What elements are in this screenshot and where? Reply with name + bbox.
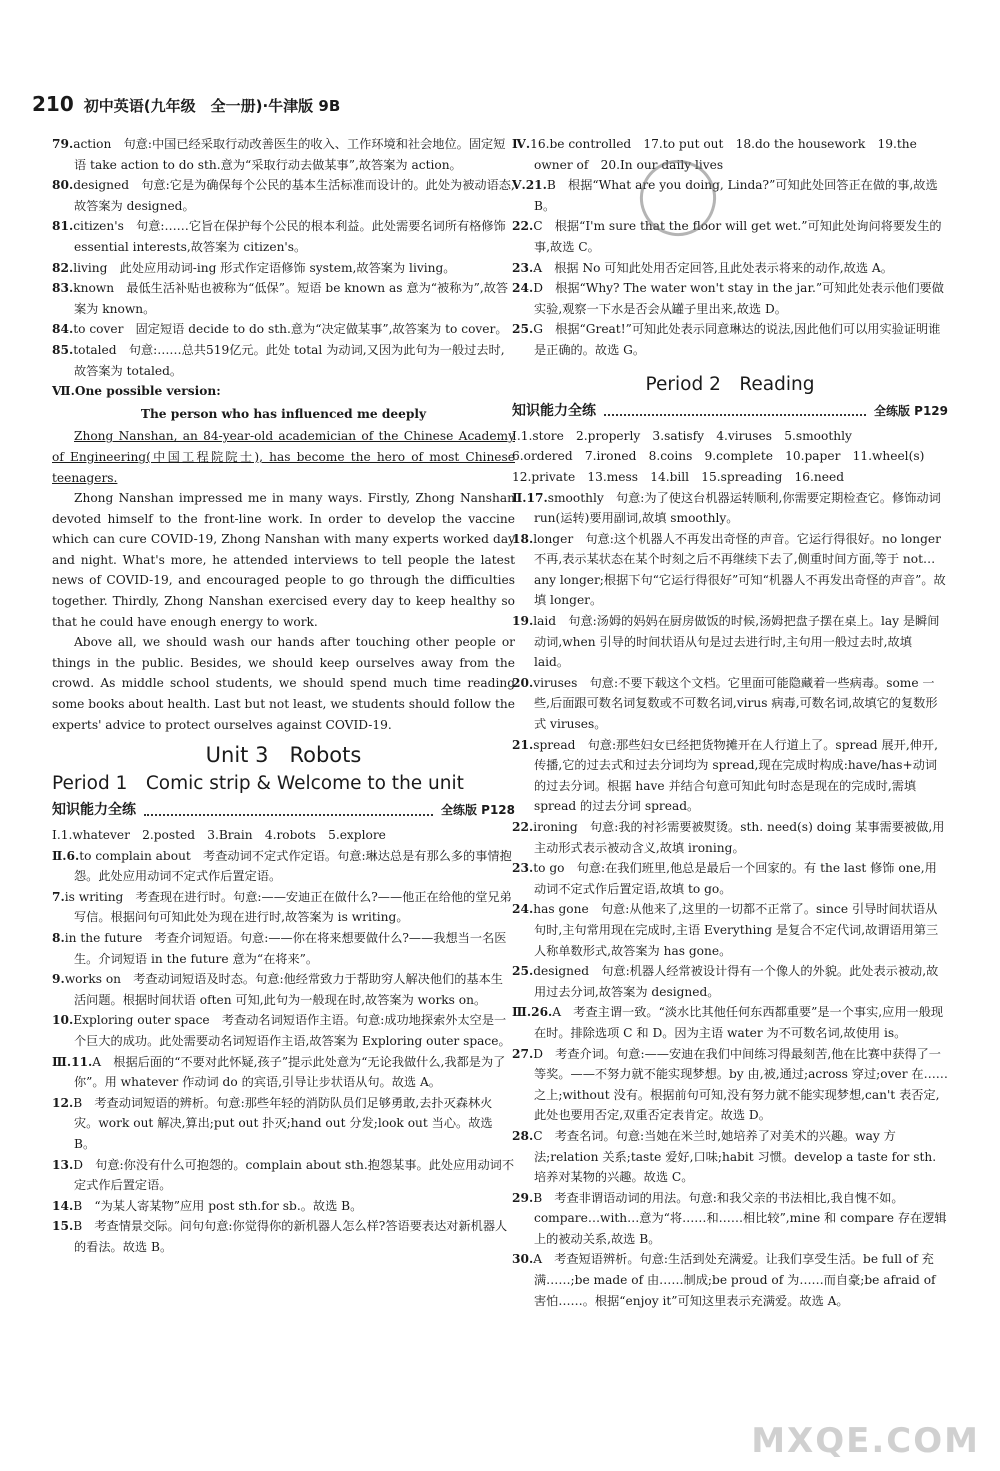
answer-item [512, 278, 948, 319]
item-explanation: 句意:汤姆的妈妈在厨房做饭的时候,汤姆把盘子摆在桌上。lay 是瞬间动词,when 引导的时间状语从句是过去进行时,主句用一般过去时,故填 laid。 [534, 614, 940, 670]
left-answer-list-top [52, 134, 515, 381]
item-answer: designed [533, 964, 590, 979]
answer-item [512, 961, 948, 1002]
item-explanation: 17.to put out 18.do the housework 19.the owner of 20.In our daily lives [534, 137, 917, 172]
answer-item [52, 1010, 515, 1051]
item-number: 24. [512, 902, 534, 917]
item-answer: A [533, 1252, 543, 1267]
answer-item [52, 1196, 515, 1217]
item-answer: citizen's [73, 219, 124, 234]
item-answer: is writing [64, 889, 124, 904]
item-number: 29. [512, 1190, 534, 1205]
item-explanation: 根据“I'm sure that the floor will get wet.”可知此处询问将要发生的事,故选 C。 [534, 219, 942, 254]
answer-item [512, 611, 948, 673]
answer-item [52, 1093, 515, 1155]
item-number: 9. [52, 972, 65, 987]
item-explanation: 句意:这个机器人不再发出奇怪的声音。它运行得很好。no longer 不再,表示某状态在某个时刻之后不再继续下去了,侧重时间方面,等于 not…any longer;根据下句“它运行得很好”可知“机器人不再发出奇怪的声音”。故填 longer。 [534, 531, 946, 608]
answer-item [52, 969, 515, 1010]
item-number: 84. [52, 322, 74, 337]
item-explanation: 句意:它是为确保每个公民的基本生活标准而设计的。此处为被动语态,故答案为 designed。 [74, 178, 515, 213]
dotted-leader [144, 806, 433, 816]
period-title: Period 2 Reading [645, 373, 815, 395]
item-explanation: 最低生活补贴也被称为“低保”。短语 be known as 意为“被称为”,故答案为 known。 [74, 281, 509, 316]
item-answer: A [552, 1005, 562, 1020]
item-number: 15. [52, 1219, 74, 1234]
item-explanation: 根据“Why? The water won't stay in the jar.”可知此处表示他们要做实验,观察一下水是否会从罐子里出来,故选 D。 [534, 281, 944, 316]
answer-item [512, 529, 948, 611]
essay-paragraph-2: Zhong Nanshan impressed me in many ways. Firstly, Zhong Nanshan devoted himself to the front-line work. In order to develop the vaccine which can cure COVID-19, Zhong Nanshan with many experts worked day and night. What's more, he attended interviews to tell people the latest news of COVID-19, and encouraged people to go through the difficulties together. Thirdly, Zhong Nanshan exercised every day to keep healthy so that he could have enough energy to work. [52, 491, 515, 629]
item-number: 10. [52, 1013, 74, 1028]
item-number: 21. [512, 737, 534, 752]
item-explanation: 考查动词短语及时态。句意:他经常致力于帮助穷人解决他们的基本生活问题。根据时间状语 often 可知,此句为一般现在时,故答案为 works on。 [74, 972, 503, 1007]
item-answer: to complain about [79, 848, 191, 863]
item-answer: to go [533, 861, 565, 876]
item-number: Ⅳ. [512, 137, 531, 151]
item-explanation: 考查主谓一致。“淡水比其他任何东西都重要”是一个事实,应用一般现在时。排除选项 C 和 D。因为主语 water 为不可数名词,故使用 is。 [534, 1005, 944, 1040]
answer-item [52, 846, 515, 887]
item-answer: in the future [64, 930, 143, 945]
item-number: Ⅲ.26. [512, 1005, 553, 1020]
answer-item [52, 1155, 515, 1196]
answers-line: Ⅰ.1.store 2.properly 3.satisfy 4.viruses 5.smoothly [512, 428, 852, 443]
item-number: Ⅴ.21. [512, 178, 547, 193]
item-answer: has gone [533, 902, 589, 917]
section-ref: 全练版 P128 [440, 803, 515, 818]
item-number: 13. [52, 1157, 74, 1172]
item-answer: designed [73, 178, 130, 193]
item-answer: longer [533, 531, 574, 546]
item-number: Ⅲ.11. [52, 1054, 93, 1069]
answer-item [52, 278, 515, 319]
item-explanation: 句意:你没有什么可抱怨的。complain about sth.抱怨某事。此处应用动词不定式作后置定语。 [74, 1157, 515, 1193]
item-answer: laid [533, 614, 557, 629]
right-answer-list-bottom [512, 488, 948, 1312]
answers-line: 12.private 13.mess 14.bill 15.spreading 16.need [512, 469, 845, 484]
answer-item [52, 175, 515, 216]
item-answer: D [533, 1046, 543, 1061]
item-answer: B [533, 1190, 543, 1205]
item-number: 79. [52, 137, 74, 151]
section-ref: 全练版 P129 [873, 404, 948, 419]
item-explanation: 考查动名词短语作主语。句意:成功地探索外太空是一个巨大的成功。此处需要动名词短语作主语,故答案为 Exploring outer space。 [74, 1013, 511, 1048]
item-explanation: 句意:不要下载这个文档。它里面可能隐藏着一些病毒。some 一些,后面跟可数名词复数或不可数名词,virus 病毒,可数名词,故填它的复数形式 viruses。 [534, 675, 938, 732]
item-number: 82. [52, 260, 74, 275]
item-answer: known [73, 281, 115, 296]
item-number: Ⅱ.17. [512, 490, 548, 505]
item-explanation: 句意:……总共519亿元。此处 total 为动词,又因为此句为一般过去时,故答案为 totaled。 [74, 342, 505, 378]
answer-item [512, 858, 948, 899]
answer-item [512, 899, 948, 961]
item-answer: works on [64, 972, 122, 987]
item-answer: A [92, 1054, 102, 1069]
answer-item [52, 1216, 515, 1257]
section-bar [52, 800, 515, 821]
item-number: 22. [512, 820, 534, 834]
answer-item [512, 1249, 948, 1311]
right-answer-list-top [512, 134, 948, 361]
item-answer: B [73, 1219, 83, 1234]
answer-item [52, 887, 515, 928]
item-number: 14. [52, 1198, 74, 1213]
essay-paragraph-3: Above all, we should wash our hands after touching other people or things in the public. Besides, we should keep ourselves away from the crowd. As middle school students, we should spend much time reading some books about health. Last but not least, we students should follow the experts' advice to protect ourselves against COVID-19. [52, 635, 515, 732]
item-number: 7. [52, 889, 65, 904]
item-number: 25. [512, 322, 534, 337]
item-explanation: 句意:机器人经常被设计得有一个像人的外貌。此处表示被动,故用过去分词,故答案为 designed。 [534, 964, 939, 999]
essay-paragraph-1: Zhong Nanshan, an 84-year-old academician of the Chinese Academy of Engineering(中国工程院院士), has become the hero of most Chinese teenagers. [52, 429, 515, 485]
item-number: 23. [512, 260, 534, 275]
item-explanation: 考查短语辨析。句意:生活到处充满爱。让我们享受生活。be full of 充满……;be made of 由……制成;be proud of 为……而自豪;be afraid of 害怕……。根据“enjoy it”可知这里表示充满爱。故选 A。 [534, 1252, 936, 1308]
item-answer: to cover [73, 322, 124, 337]
item-explanation: 根据后面的“不要对此怀疑,孩子”提示此处意为“无论我做什么,我都是为了你”。用 whatever 作动词 do 的宾语,引导让步状语从句。故选 A。 [74, 1054, 506, 1090]
item-number: 30. [512, 1252, 534, 1267]
answer-item [52, 134, 515, 175]
item-explanation: 句意:在我们班里,他总是最后一个回家的。有 the last 修饰 one,用动词不定式作后置定语,故填 to go。 [534, 861, 937, 896]
item-explanation: 考查非谓语动词的用法。句意:和我父亲的书法相比,我自愧不如。compare…with…意为“将……和……相比较”,mine 和 compare 存在逻辑上的被动关系,故选 B。 [534, 1190, 947, 1246]
item-explanation: 考查动词短语的辨析。句意:那些年轻的消防队员们足够勇敢,去扑灭森林火灾。work out 解决,算出;put out 扑灭;hand out 分发;look out 当心。故选 B。 [74, 1095, 493, 1151]
answer-item [52, 340, 515, 381]
item-number: 27. [512, 1046, 534, 1061]
answer-item [512, 134, 948, 175]
item-answer: living [73, 260, 108, 275]
item-explanation: 根据“Great!”可知此处表示同意琳达的说法,因此他们可以用实验证明谁是正确的。故选 G。 [534, 322, 941, 357]
item-answer: action [73, 137, 112, 151]
item-explanation: 考查情景交际。问句句意:你觉得你的新机器人怎么样?答语要表达对新机器人的看法。故选 B。 [74, 1219, 508, 1254]
item-number: 80. [52, 178, 74, 193]
answer-item [512, 1188, 948, 1250]
answer-item [52, 216, 515, 257]
answer-item [512, 817, 948, 858]
item-number: 24. [512, 281, 534, 296]
item-number: Ⅱ.6. [52, 848, 80, 863]
answer-item [512, 319, 948, 360]
item-explanation: 考查现在进行时。句意:——安迪正在做什么?——他正在给他的堂兄弟写信。根据问句可知此处为现在进行时,故答案为 is writing。 [74, 889, 512, 925]
item-number: 23. [512, 861, 534, 876]
item-number: 81. [52, 219, 74, 234]
item-answer: C [533, 219, 543, 234]
item-explanation: 句意:中国已经采取行动改善医生的收入、工作环境和社会地位。固定短语 take action to do sth.意为“采取行动去做某事”,故答案为 action。 [74, 137, 506, 172]
answer-item [512, 488, 948, 529]
item-answer: B [73, 1198, 83, 1213]
item-explanation: 固定短语 decide to do sth.意为“决定做某事”,故答案为 to cover。 [123, 322, 508, 337]
item-explanation: 句意:那些妇女已经把货物摊开在人行道上了。spread 展开,伸开,传播,它的过去式和过去分词均为 spread,现在完成时构成:have/has+动词的过去分词。根据 have 并结合句意可知此句时态是现在的完成时,需填 spread 的过去分词 spread。 [534, 737, 938, 814]
item-answer: B [73, 1095, 83, 1110]
section-label: 知识能力全练 [52, 802, 136, 819]
item-number: 18. [512, 531, 534, 546]
left-answer-list-bottom [52, 846, 515, 1258]
left-column [52, 134, 515, 1257]
item-answer: smoothly [547, 490, 604, 505]
item-number: 20. [512, 675, 534, 690]
answer-item [52, 928, 515, 969]
item-explanation: 考查动词不定式作定语。句意:琳达总是有那么多的事情抱怨。此处应用动词不定式作后置定语。 [74, 848, 512, 884]
book-title: 初中英语(九年级 全一册)·牛津版 9B [83, 97, 341, 115]
answers-line: Ⅰ.1.whatever 2.posted 3.Brain 4.robots 5.explore [52, 828, 386, 842]
answer-item [52, 319, 515, 340]
answer-item [512, 1126, 948, 1188]
version-heading: Ⅶ.One possible version: [52, 384, 221, 399]
page-number: 210 [32, 92, 74, 116]
item-answer: Exploring outer space [73, 1013, 210, 1028]
answer-item [52, 258, 515, 279]
item-number: 28. [512, 1128, 534, 1143]
item-answer: A [533, 260, 543, 275]
item-answer: 16.be controlled [530, 137, 632, 151]
item-number: 8. [52, 930, 65, 945]
item-number: 22. [512, 219, 534, 234]
answers-line: 6.ordered 7.ironed 8.coins 9.complete 10.paper 11.wheel(s) [512, 449, 925, 464]
item-answer: B [546, 178, 556, 193]
answer-item [512, 258, 948, 279]
page-header [32, 92, 340, 116]
item-answer: D [73, 1157, 83, 1172]
right-column [512, 134, 948, 1311]
period-title: Period 1 Comic strip & Welcome to the unit [52, 772, 464, 794]
item-explanation: 句意:……它旨在保护每个公民的根本利益。此处需要名词所有格修饰 essential interests,故答案为 citizen's。 [74, 219, 506, 254]
item-number: 85. [52, 342, 74, 357]
dotted-leader [604, 406, 866, 416]
section-label: 知识能力全练 [512, 403, 596, 420]
item-number: 19. [512, 614, 534, 629]
item-number: 12. [52, 1095, 74, 1110]
item-explanation: 句意:从他来了,这里的一切都不正常了。since 引导时间状语从句时,主句常用现在完成时,主语 Everything 是复合不定代词,故谓语用第三人称单数形式,故答案为 has gone。 [534, 902, 939, 958]
item-explanation: 根据 No 可知此处用否定回答,且此处表示将来的动作,故选 A。 [542, 260, 893, 275]
unit-title: Unit 3 Robots [205, 743, 362, 768]
answer-item [512, 216, 948, 257]
item-number: 83. [52, 281, 74, 296]
essay-title: The person who has influenced me deeply [140, 406, 427, 421]
item-answer: viruses [533, 675, 578, 690]
answer-item [512, 175, 948, 216]
item-explanation: 考查名词。句意:当她在米兰时,她培养了对美术的兴趣。way 方法;relation 关系;taste 爱好,口味;habit 习惯。develop a taste for sth.培养对某物的兴趣。故选 C。 [534, 1128, 937, 1185]
item-answer: totaled [73, 342, 117, 357]
item-explanation: 考查介词短语。句意:——你在将来想要做什么?——我想当一名医生。介词短语 in the future 意为“在将来”。 [74, 930, 507, 966]
item-answer: D [533, 281, 543, 296]
item-answer: C [533, 1128, 543, 1143]
answer-item [512, 673, 948, 735]
answer-item [512, 735, 948, 817]
item-explanation: 此处应用动词-ing 形式作定语修饰 system,故答案为 living。 [107, 260, 456, 275]
item-explanation: 考查介词。句意:——安迪在我们中间练习得最刻苦,他在比赛中获得了一等奖。——不努力就不能实现梦想。by 由,被,通过;across 穿过;over 在……之上;without 没有。根据前句可知,没有努力就不能实现梦想,can't 表否定,此处也要用否定,双重否定表肯定。故选 D。 [534, 1046, 948, 1123]
site-watermark: MXQE.COM [751, 1421, 980, 1461]
item-explanation: 根据“What are you doing, Linda?”可知此处回答正在做的事,故选 B。 [534, 178, 938, 213]
answer-item [512, 1044, 948, 1126]
answer-item [52, 1052, 515, 1093]
item-number: 25. [512, 964, 534, 979]
item-answer: G [533, 322, 543, 337]
section-bar [512, 401, 948, 422]
item-answer: spread [533, 737, 576, 752]
answer-item [512, 1002, 948, 1043]
item-answer: ironing [533, 820, 578, 834]
item-explanation: 句意:我的衬衫需要被熨烫。sth. need(s) doing 某事需要被做,用主动形式表示被动含义,故填 ironing。 [534, 820, 945, 855]
item-explanation: “为某人寄某物”应用 post sth.for sb.。故选 B。 [82, 1198, 363, 1213]
item-explanation: 句意:为了使这台机器运转顺利,你需要定期检查它。修饰动词 run(运转)要用副词,故填 smoothly。 [534, 490, 941, 526]
